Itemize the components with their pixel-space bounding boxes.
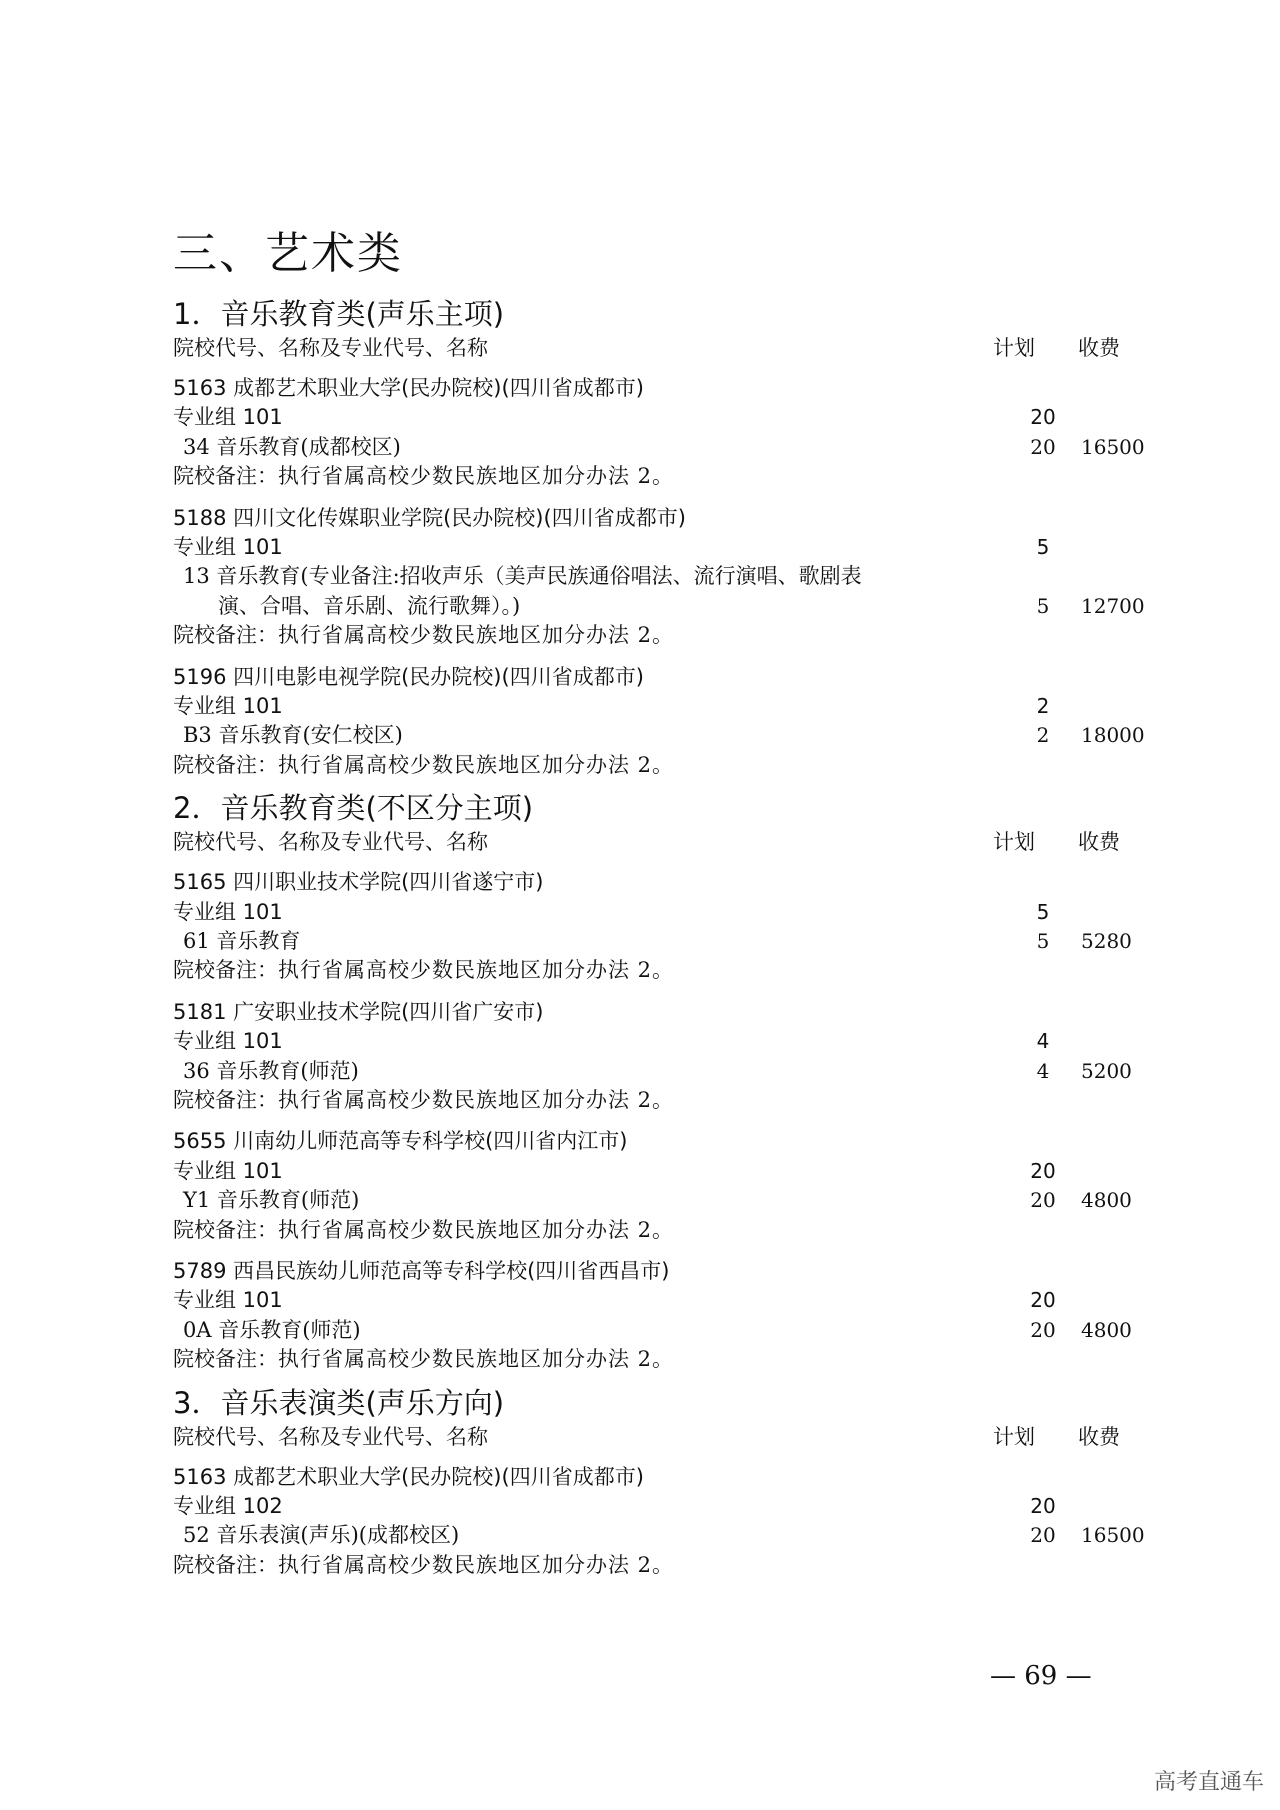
major-plan-count: 20	[1030, 434, 1056, 459]
major-plan-count: 4	[1036, 1058, 1050, 1083]
major-item	[173, 592, 1178, 620]
header-plan: 计划	[993, 1424, 1035, 1449]
major-name: 演、合唱、音乐剧、流行歌舞）。)	[218, 593, 521, 618]
school-name: 5165 四川职业技术学院(四川省遂宁市)	[173, 870, 544, 895]
major-group-label: 专业组 102	[173, 1494, 283, 1518]
major-item	[173, 1057, 1143, 1085]
category-title: 2．音乐教育类(不区分主项)	[173, 791, 534, 826]
group-plan-count: 20	[1030, 405, 1056, 430]
school-note	[173, 956, 1133, 984]
group-plan-count: 5	[1036, 535, 1050, 559]
major-fee: 4800	[1081, 1317, 1132, 1342]
school-note-label: 院校备注：	[173, 1088, 278, 1112]
header-name: 院校代号、名称及专业代号、名称	[173, 336, 488, 360]
major-group-label: 专业组 101	[173, 1288, 283, 1313]
major-plan-count: 5	[1036, 929, 1050, 953]
group-plan-count: 20	[1030, 1288, 1056, 1313]
header-name: 院校代号、名称及专业代号、名称	[173, 1424, 488, 1449]
major-fee: 18000	[1081, 723, 1145, 748]
school-note-text: 执行省属高校少数民族地区加分办法 2。	[278, 752, 675, 777]
major-group-label: 专业组 101	[173, 1158, 283, 1183]
major-group	[173, 1286, 1133, 1314]
category-title: 3．音乐表演类(声乐方向)	[173, 1385, 505, 1420]
school-name: 5188 四川文化传媒职业学院(民办院校)(四川省成都市)	[173, 505, 686, 530]
major-fee: 4800	[1081, 1188, 1132, 1213]
school-name: 5163 成都艺术职业大学(民办院校)(四川省成都市)	[173, 376, 644, 400]
school-note-text: 执行省属高校少数民族地区加分办法 2。	[278, 1088, 675, 1112]
school-name: 5789 西昌民族幼儿师范高等专科学校(四川省西昌市)	[173, 1259, 670, 1283]
school-note-text: 执行省属高校少数民族地区加分办法 2。	[278, 464, 675, 489]
school-note-label: 院校备注：	[173, 623, 278, 648]
major-item	[173, 1316, 1143, 1344]
major-item	[173, 433, 1143, 461]
group-plan-count: 2	[1036, 694, 1050, 718]
major-group-label: 专业组 101	[173, 694, 283, 718]
major-name: 52 音乐表演(声乐)(成都校区)	[183, 1523, 460, 1548]
major-item	[173, 562, 1143, 590]
school-note-text: 执行省属高校少数民族地区加分办法 2。	[278, 1552, 675, 1577]
school-note	[173, 751, 1133, 779]
major-group	[173, 533, 1133, 561]
school-note	[173, 462, 1133, 490]
major-fee: 12700	[1081, 593, 1145, 618]
major-group	[173, 692, 1133, 720]
major-plan-count: 5	[1036, 593, 1050, 618]
major-name: 0A 音乐教育(师范)	[183, 1317, 361, 1342]
major-fee: 16500	[1081, 434, 1145, 459]
group-plan-count: 20	[1030, 1494, 1056, 1518]
school-name: 5181 广安职业技术学院(四川省广安市)	[173, 999, 544, 1024]
school-note-text: 执行省属高校少数民族地区加分办法 2。	[278, 1347, 675, 1372]
school-note-text: 执行省属高校少数民族地区加分办法 2。	[278, 623, 675, 648]
major-name: Y1 音乐教育(师范)	[183, 1188, 360, 1213]
major-item	[173, 721, 1143, 749]
header-plan: 计划	[993, 830, 1035, 855]
major-name: 61 音乐教育	[183, 929, 301, 953]
school-note	[173, 1216, 1133, 1244]
school-note	[173, 1551, 1133, 1579]
major-name: 34 音乐教育(成都校区)	[183, 434, 401, 459]
header-fee: 收费	[1078, 1424, 1120, 1449]
major-group-label: 专业组 101	[173, 405, 283, 430]
major-group-label: 专业组 101	[173, 899, 283, 924]
page-title: 三、艺术类	[173, 228, 403, 279]
major-group	[173, 1492, 1133, 1520]
major-item	[173, 927, 1143, 955]
watermark: 高考直通车	[1153, 1770, 1264, 1795]
school-note-label: 院校备注：	[173, 464, 278, 489]
header-plan: 计划	[993, 336, 1035, 360]
major-group	[173, 403, 1133, 431]
school-note	[173, 1345, 1133, 1373]
column-header	[173, 828, 1133, 856]
major-plan-count: 20	[1030, 1188, 1056, 1213]
school-name: 5196 四川电影电视学院(民办院校)(四川省成都市)	[173, 664, 644, 689]
major-fee: 5200	[1081, 1058, 1132, 1083]
group-plan-count: 20	[1030, 1158, 1056, 1183]
major-name: B3 音乐教育(安仁校区)	[183, 723, 403, 748]
major-group-label: 专业组 101	[173, 535, 283, 559]
major-fee: 16500	[1081, 1523, 1145, 1548]
column-header	[173, 334, 1133, 362]
major-item	[173, 1521, 1143, 1549]
page-number: — 69 —	[990, 1661, 1092, 1691]
school-note-label: 院校备注：	[173, 1347, 278, 1372]
major-plan-count: 20	[1030, 1317, 1056, 1342]
major-group	[173, 1027, 1133, 1055]
school-note	[173, 621, 1133, 649]
major-plan-count: 20	[1030, 1523, 1056, 1548]
major-plan-count: 2	[1036, 723, 1050, 748]
school-name: 5655 川南幼儿师范高等专科学校(四川省内江市)	[173, 1129, 628, 1154]
category-title: 1．音乐教育类(声乐主项)	[173, 297, 505, 331]
group-plan-count: 5	[1036, 899, 1050, 924]
school-note-text: 执行省属高校少数民族地区加分办法 2。	[278, 1217, 675, 1242]
school-note-label: 院校备注：	[173, 958, 278, 983]
school-name: 5163 成都艺术职业大学(民办院校)(四川省成都市)	[173, 1464, 644, 1489]
header-name: 院校代号、名称及专业代号、名称	[173, 830, 488, 855]
column-header	[173, 1423, 1133, 1451]
major-group	[173, 1157, 1133, 1185]
school-note-text: 执行省属高校少数民族地区加分办法 2。	[278, 958, 675, 983]
major-fee: 5280	[1081, 929, 1132, 953]
school-note	[173, 1086, 1133, 1114]
major-name: 13 音乐教育(专业备注:招收声乐（美声民族通俗唱法、流行演唱、歌剧表	[183, 564, 862, 589]
school-note-label: 院校备注：	[173, 1552, 278, 1577]
header-fee: 收费	[1078, 336, 1120, 360]
major-group-label: 专业组 101	[173, 1029, 283, 1054]
major-name: 36 音乐教育(师范)	[183, 1058, 359, 1083]
school-note-label: 院校备注：	[173, 752, 278, 777]
group-plan-count: 4	[1036, 1029, 1050, 1054]
school-note-label: 院校备注：	[173, 1217, 278, 1242]
major-item	[173, 1186, 1143, 1214]
header-fee: 收费	[1078, 830, 1120, 855]
major-group	[173, 898, 1133, 926]
